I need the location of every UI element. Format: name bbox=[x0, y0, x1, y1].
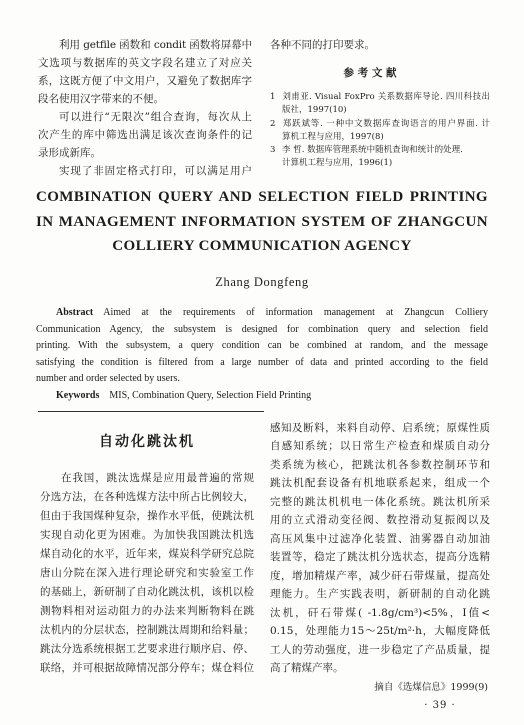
reference-number: 1 bbox=[270, 92, 276, 102]
article-left-column bbox=[40, 469, 254, 678]
section-divider bbox=[38, 411, 264, 412]
text-line: 录形成新库。 bbox=[38, 147, 101, 159]
text-line: 汰机，矸石带煤( -1.8g/cm³)<5%，I值< bbox=[270, 606, 490, 619]
keywords-label: Keywords bbox=[56, 389, 100, 401]
title-line: COLLIERY COMMUNICATION AGENCY bbox=[112, 238, 412, 254]
text-line: 工人的劳动强度，进一步稳定了产品质量，提 bbox=[270, 643, 490, 656]
text-line: 高了精煤产率。 bbox=[270, 662, 344, 675]
abstract-label: Abstract bbox=[56, 307, 94, 318]
text-line: 高压风集中过滤净化装置、油雾器自动加油 bbox=[270, 532, 490, 545]
text-line: 自感知系统；以日常生产检查和煤质自动分 bbox=[270, 440, 490, 453]
text-line: 文选项与数据库的英文字段名建立了对应关 bbox=[38, 57, 252, 69]
text-line: 类系统为核心，把跳汰机各参数控制环节和 bbox=[270, 458, 490, 471]
abstract bbox=[36, 305, 488, 405]
article-right-column bbox=[270, 419, 490, 678]
reference-item bbox=[270, 144, 490, 157]
references-heading: 参 考 文 献 bbox=[343, 67, 397, 79]
keywords-line bbox=[36, 388, 488, 405]
author-name: Zhang Dongfeng bbox=[215, 275, 309, 289]
text-line: 装置等，稳定了跳汰机分选状态，提高分选精 bbox=[270, 551, 490, 564]
text-line: 测物料相对运动阻力的办法来判断物料在跳 bbox=[40, 604, 254, 617]
references-list bbox=[270, 91, 490, 171]
title-line: IN MANAGEMENT INFORMATION SYSTEM OF ZHANGCUN bbox=[36, 213, 488, 230]
abstract-line bbox=[36, 305, 488, 322]
text-line: 度，增加精煤产率，减少矸石带煤量，提高处 bbox=[270, 569, 490, 582]
text-line: 理能力。生产实践表明，新研制的自动化跳 bbox=[270, 588, 490, 601]
text-line: 在我国，跳汰选煤是应用最普遍的常规 bbox=[61, 471, 254, 484]
source-citation: 摘自《选煤信息》1999(9) bbox=[374, 682, 488, 693]
text-line: 实现自动化更为困难。为加快我国跳汰机选 bbox=[40, 528, 254, 541]
text-line: 分选方法，在各种选煤方法中所占比例较大， bbox=[40, 490, 254, 503]
page-number: · 39 · bbox=[424, 700, 456, 711]
title-line: COMBINATION QUERY AND SELECTION FIELD PRINTING bbox=[36, 189, 488, 205]
top-left-column bbox=[38, 36, 252, 180]
article-title bbox=[36, 185, 488, 259]
abstract-line: number and order selected by users. bbox=[36, 373, 180, 385]
abstract-text: Aimed at the requirements of information management at Zhangcun Colliery bbox=[103, 307, 488, 318]
abstract-line: Communication Agency, the subsystem is designed for combination query and selection field bbox=[36, 323, 488, 335]
text-line: 唐山分院在深入进行理论研究和实验室工作 bbox=[40, 566, 254, 579]
reference-text: 版社，1997(10) bbox=[282, 105, 347, 116]
text-line: 0.15，处理能力15～25t/m²·h，大幅度降低 bbox=[270, 625, 490, 638]
reference-number: 3 bbox=[270, 145, 276, 156]
text-line: 的基础上，新研制了自动化跳汰机，该机以检 bbox=[40, 585, 254, 598]
reference-text: 李 哲. 数据库管理系统中随机查询和统计的处理. bbox=[282, 145, 463, 156]
text-line: 完整的跳汰机机电一体化系统。跳汰机所采 bbox=[270, 495, 490, 508]
text-line: 跳汰分选系统根据工艺要求进行顺序启、停、 bbox=[40, 642, 254, 655]
reference-item bbox=[270, 91, 490, 104]
text-line: 系，这既方便了中文用户，又避免了数据库字 bbox=[38, 75, 252, 87]
reference-text: 计算机工程与应用，1996(1) bbox=[282, 158, 393, 169]
reference-item bbox=[270, 118, 490, 131]
section-heading: 自动化跳汰机 bbox=[99, 434, 195, 450]
text-line: 各种不同的打印要求。 bbox=[270, 39, 375, 51]
text-line: 煤自动化的水平，近年来，煤炭科学研究总院 bbox=[40, 547, 254, 560]
text-line: 用的立式滑动变径阀、数控滑动复振阀以及 bbox=[270, 514, 490, 527]
text-line: 跳汰机配套设备有机地联系起来，组成一个 bbox=[270, 477, 490, 490]
text-line: 汰机内的分层状态，控制跳汰周期和给料量； bbox=[40, 623, 254, 636]
abstract-line: satisfying the condition is filtered from a large number of data and printed according to the field bbox=[36, 356, 488, 368]
reference-text: 郑跃斌等. 一种中文数据库查询语言的用户界面. 计 bbox=[282, 118, 490, 129]
text-line: 感知及断料，来料自动停、启系统；原煤性质 bbox=[270, 421, 490, 434]
reference-number: 2 bbox=[270, 118, 276, 129]
text-line: 段名使用汉字带来的不便。 bbox=[38, 93, 164, 105]
text-line: 可以进行“无限次”组合查询，每次从上 bbox=[59, 111, 252, 123]
keywords-text: MIS, Combination Query, Selection Field Printing bbox=[109, 389, 312, 401]
text-line: 实现了非固定格式打印，可以满足用户 bbox=[59, 165, 252, 177]
reference-text: 刘甫亚. Visual FoxPro 关系数据库导论. 四川科技出 bbox=[282, 92, 490, 102]
reference-text: 算机工程与应用，1997(8) bbox=[282, 131, 384, 142]
text-line: 利用 getfile 函数和 condit 函数将屏幕中 bbox=[59, 39, 252, 51]
text-line: 但由于我国煤种复杂，操作水平低，使跳汰机 bbox=[40, 509, 254, 522]
abstract-line: printing. With the subsystem, a query condition can be combined at random, and the message bbox=[36, 340, 488, 352]
text-line: 联络，并可根据故障情况部分停车；煤仓料位 bbox=[40, 661, 254, 674]
text-line: 次产生的库中筛选出满足该次查询条件的记 bbox=[38, 129, 252, 141]
